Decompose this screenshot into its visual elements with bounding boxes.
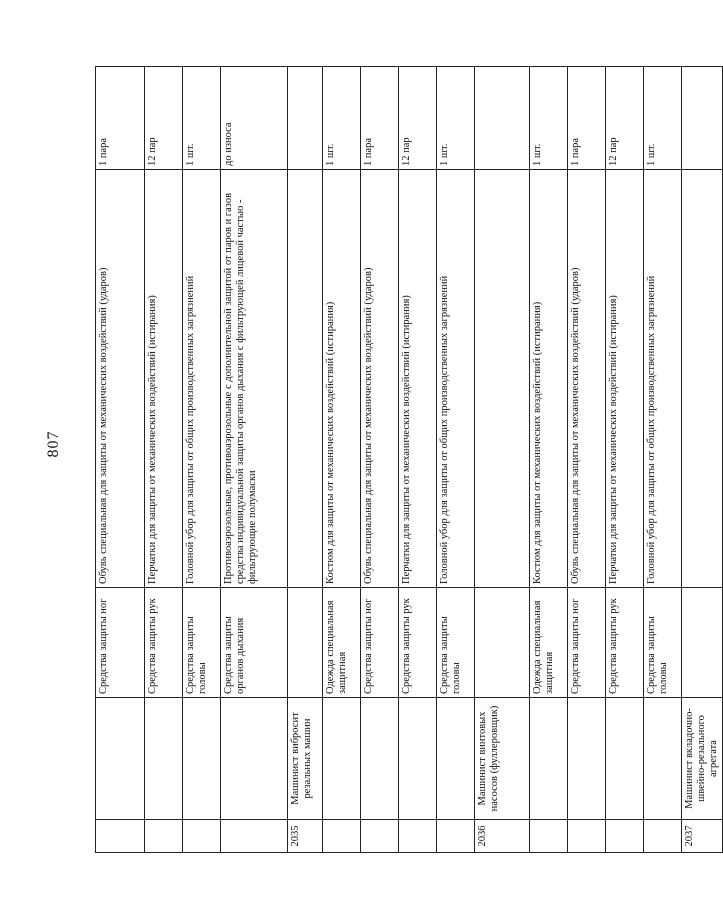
- cell-profession: [361, 698, 399, 820]
- cell-ppe-name: Обувь специальная для защиты от механических воздействий (ударов): [96, 170, 145, 588]
- cell-ppe-name: Перчатки для защиты от механических воздействий (истирания): [399, 170, 437, 588]
- cell-code: [606, 820, 644, 853]
- cell-quantity: [288, 67, 323, 170]
- cell-ppe-name: Головной убор для защиты от общих производственных загрязнений: [437, 170, 475, 588]
- cell-ppe-name: Костюм для защиты от механических воздействий (истирания): [530, 170, 568, 588]
- cell-ppe-type: Одежда специальная защитная: [530, 588, 568, 698]
- rotated-table-wrapper: [95, 67, 720, 853]
- cell-profession: [323, 698, 361, 820]
- table-body: [96, 67, 723, 853]
- cell-code: [399, 820, 437, 853]
- cell-quantity: 12 пар: [399, 67, 437, 170]
- cell-quantity: 1 пара: [96, 67, 145, 170]
- cell-ppe-type: [475, 588, 530, 698]
- cell-ppe-type: Средства защиты ног: [361, 588, 399, 698]
- cell-ppe-name: Обувь специальная для защиты от механических воздействий (ударов): [568, 170, 606, 588]
- cell-profession: Машинист винтовых насосов (фуллеровщик): [475, 698, 530, 820]
- cell-ppe-name: Головной убор для защиты от общих производственных загрязнений: [644, 170, 682, 588]
- table-row: [145, 67, 183, 853]
- cell-code: [221, 820, 288, 853]
- table-row: [361, 67, 399, 853]
- cell-ppe-name: Головной убор для защиты от общих производственных загрязнений: [183, 170, 221, 588]
- cell-code: [183, 820, 221, 853]
- cell-quantity: 1 шт.: [530, 67, 568, 170]
- table-row: [183, 67, 221, 853]
- cell-ppe-name: [288, 170, 323, 588]
- cell-ppe-name: [682, 170, 723, 588]
- cell-quantity: 1 пара: [361, 67, 399, 170]
- cell-quantity: [475, 67, 530, 170]
- table-row: [96, 67, 145, 853]
- cell-ppe-type: Средства защиты ног: [96, 588, 145, 698]
- table-row: [288, 67, 323, 853]
- cell-quantity: 1 шт.: [644, 67, 682, 170]
- cell-ppe-name: Обувь специальная для защиты от механических воздействий (ударов): [361, 170, 399, 588]
- cell-quantity: до износа: [221, 67, 288, 170]
- cell-profession: [606, 698, 644, 820]
- cell-code: [437, 820, 475, 853]
- table-row: [221, 67, 288, 853]
- cell-code: [145, 820, 183, 853]
- cell-ppe-name: Перчатки для защиты от механических воздействий (истирания): [606, 170, 644, 588]
- cell-ppe-type: Средства защиты головы: [437, 588, 475, 698]
- cell-ppe-type: Одежда специальная защитная: [323, 588, 361, 698]
- cell-code: [96, 820, 145, 853]
- table-row: [644, 67, 682, 853]
- cell-ppe-type: Средства защиты рук: [399, 588, 437, 698]
- cell-ppe-type: Средства защиты головы: [644, 588, 682, 698]
- cell-profession: [399, 698, 437, 820]
- cell-profession: [568, 698, 606, 820]
- cell-ppe-name: Костюм для защиты от механических воздействий (истирания): [323, 170, 361, 588]
- cell-code: 2035: [288, 820, 323, 853]
- cell-profession: Машинист вибросит резальных машин: [288, 698, 323, 820]
- cell-ppe-name: [475, 170, 530, 588]
- cell-code: [323, 820, 361, 853]
- cell-code: 2036: [475, 820, 530, 853]
- cell-quantity: 1 шт.: [437, 67, 475, 170]
- cell-quantity: 1 шт.: [323, 67, 361, 170]
- cell-code: [568, 820, 606, 853]
- cell-code: [530, 820, 568, 853]
- cell-quantity: 12 пар: [145, 67, 183, 170]
- cell-ppe-type: Средства защиты рук: [145, 588, 183, 698]
- cell-quantity: 1 шт.: [183, 67, 221, 170]
- cell-profession: [530, 698, 568, 820]
- cell-ppe-type: Средства защиты ног: [568, 588, 606, 698]
- cell-profession: Машинист вкладочно-швейно-резального агрегата: [682, 698, 723, 820]
- cell-ppe-type: Средства защиты рук: [606, 588, 644, 698]
- cell-ppe-name: Противоаэрозольные, противоаэрозольные с дополнительной защитой от паров и газов средства индивидуальной защиты органов дыхания с фильтрующей лицевой частью - фильтрующие полумаски: [221, 170, 288, 588]
- table-row: [437, 67, 475, 853]
- cell-code: 2037: [682, 820, 723, 853]
- table-row: [682, 67, 723, 853]
- cell-quantity: 12 пар: [606, 67, 644, 170]
- cell-code: [361, 820, 399, 853]
- cell-ppe-type: [682, 588, 723, 698]
- cell-profession: [221, 698, 288, 820]
- cell-profession: [183, 698, 221, 820]
- table-row: [399, 67, 437, 853]
- cell-profession: [644, 698, 682, 820]
- cell-ppe-type: Средства защиты органов дыхания: [221, 588, 288, 698]
- cell-ppe-type: [288, 588, 323, 698]
- cell-profession: [96, 698, 145, 820]
- table-row: [475, 67, 530, 853]
- cell-ppe-type: Средства защиты головы: [183, 588, 221, 698]
- cell-profession: [437, 698, 475, 820]
- cell-profession: [145, 698, 183, 820]
- table-row: [606, 67, 644, 853]
- table-row: [323, 67, 361, 853]
- cell-quantity: 1 пара: [568, 67, 606, 170]
- cell-quantity: [682, 67, 723, 170]
- table-row: [568, 67, 606, 853]
- table-row: [530, 67, 568, 853]
- page-number: 807: [45, 430, 62, 458]
- cell-ppe-name: Перчатки для защиты от механических воздействий (истирания): [145, 170, 183, 588]
- ppe-norms-table: [95, 66, 723, 853]
- cell-code: [644, 820, 682, 853]
